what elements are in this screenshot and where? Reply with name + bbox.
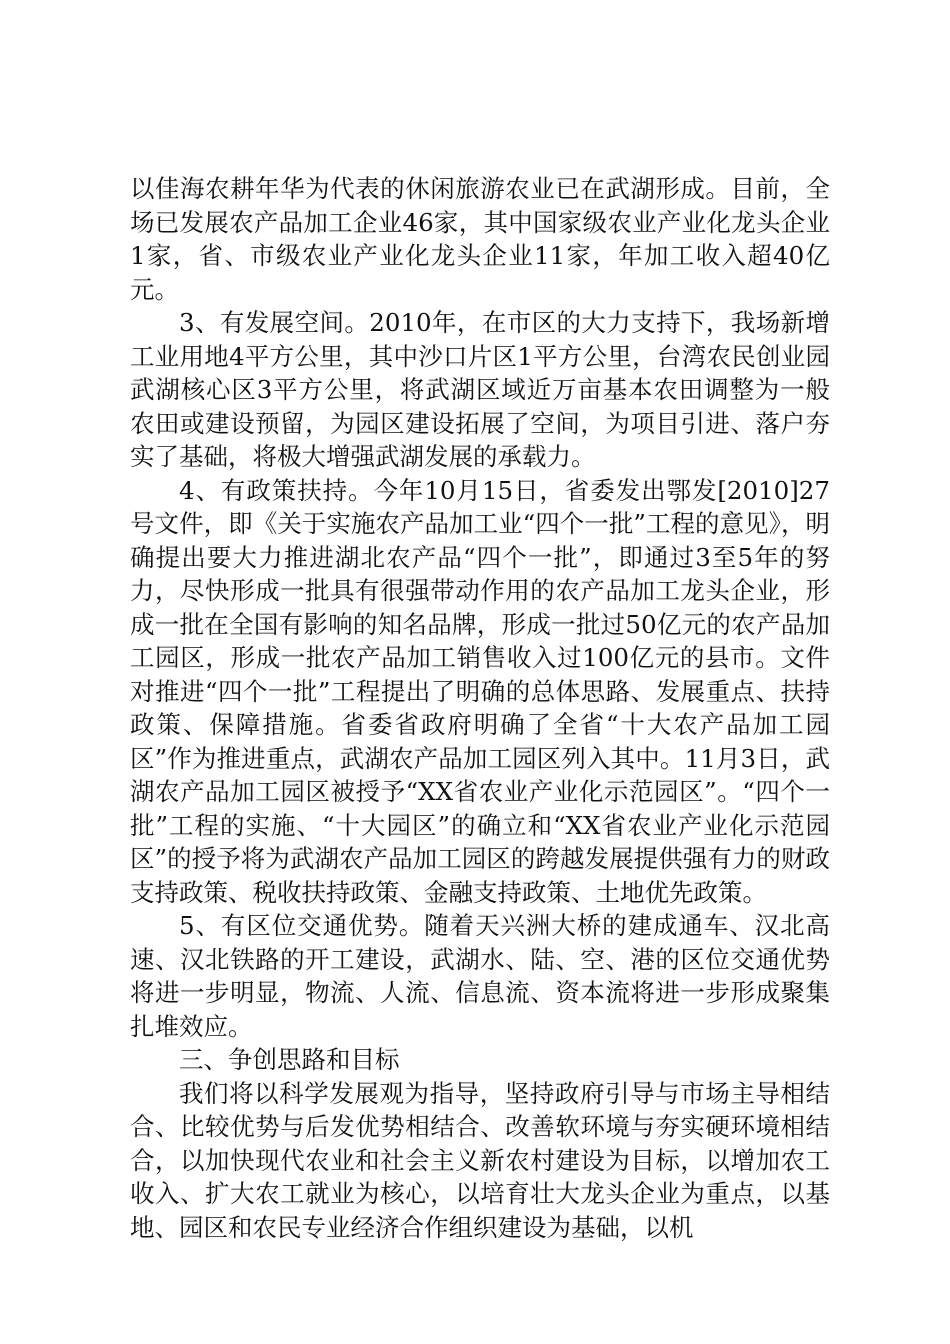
- paragraph-continuation: 以佳海农耕年华为代表的休闲旅游农业已在武湖形成。目前，全场已发展农产品加工企业46家，其中国家级农业产业化龙头企业1家，省、市级农业产业化龙头企业11家，年加工收入超40亿元。: [130, 174, 830, 304]
- paragraph-development-space: 3、有发展空间。2010年，在市区的大力支持下，我场新增工业用地4平方公里，其中沙口片区1平方公里，台湾农民创业园武湖核心区3平方公里，将武湖区域近万亩基本农田调整为一般农田或建设预留，为园区建设拓展了空间，为项目引进、落户夯实了基础，将极大增强武湖发展的承载力。: [130, 308, 830, 471]
- document-page: [130, 172, 830, 1244]
- paragraph-guiding-ideas: 我们将以科学发展观为指导，坚持政府引导与市场主导相结合、比较优势与后发优势相结合、改善软环境与夯实硬环境相结合，以加快现代农业和社会主义新农村建设为目标，以增加农工收入、扩大农工就业为核心，以培育壮大龙头企业为重点，以基地、园区和农民专业经济合作组织建设为基础，以机: [130, 1078, 830, 1242]
- section-heading-ideas-goals: 三、争创思路和目标: [179, 1045, 400, 1074]
- paragraph-policy-support: 4、有政策扶持。今年10月15日，省委发出鄂发[2010]27号文件，即《关于实施农产品加工业“四个一批”工程的意见》，明确提出要大力推进湖北农产品“四个一批”，即通过3至5年的努力，尽快形成一批具有很强带动作用的农产品加工龙头企业，形成一批在全国有影响的知名品牌，形成一批过50亿元的农产品加工园区，形成一批农产品加工销售收入过100亿元的县市。文件对推进“四个一批”工程提出了明确的总体思路、发展重点、扶持政策、保障措施。省委省政府明确了全省“十大农产品加工园区”作为推进重点，武湖农产品加工园区列入其中。11月3日，武湖农产品加工园区被授予“XX省农业产业化示范园区”。“四个一批”工程的实施、“十大园区”的确立和“XX省农业产业化示范园区”的授予将为武湖农产品加工园区的跨越发展提供强有力的财政支持政策、税收扶持政策、金融支持政策、土地优先政策。: [130, 475, 830, 907]
- paragraph-location-traffic: 5、有区位交通优势。随着天兴洲大桥的建成通车、汉北高速、汉北铁路的开工建设，武湖水、陆、空、港的区位交通优势将进一步明显，物流、人流、信息流、资本流将进一步形成聚集扎堆效应。: [130, 911, 830, 1041]
